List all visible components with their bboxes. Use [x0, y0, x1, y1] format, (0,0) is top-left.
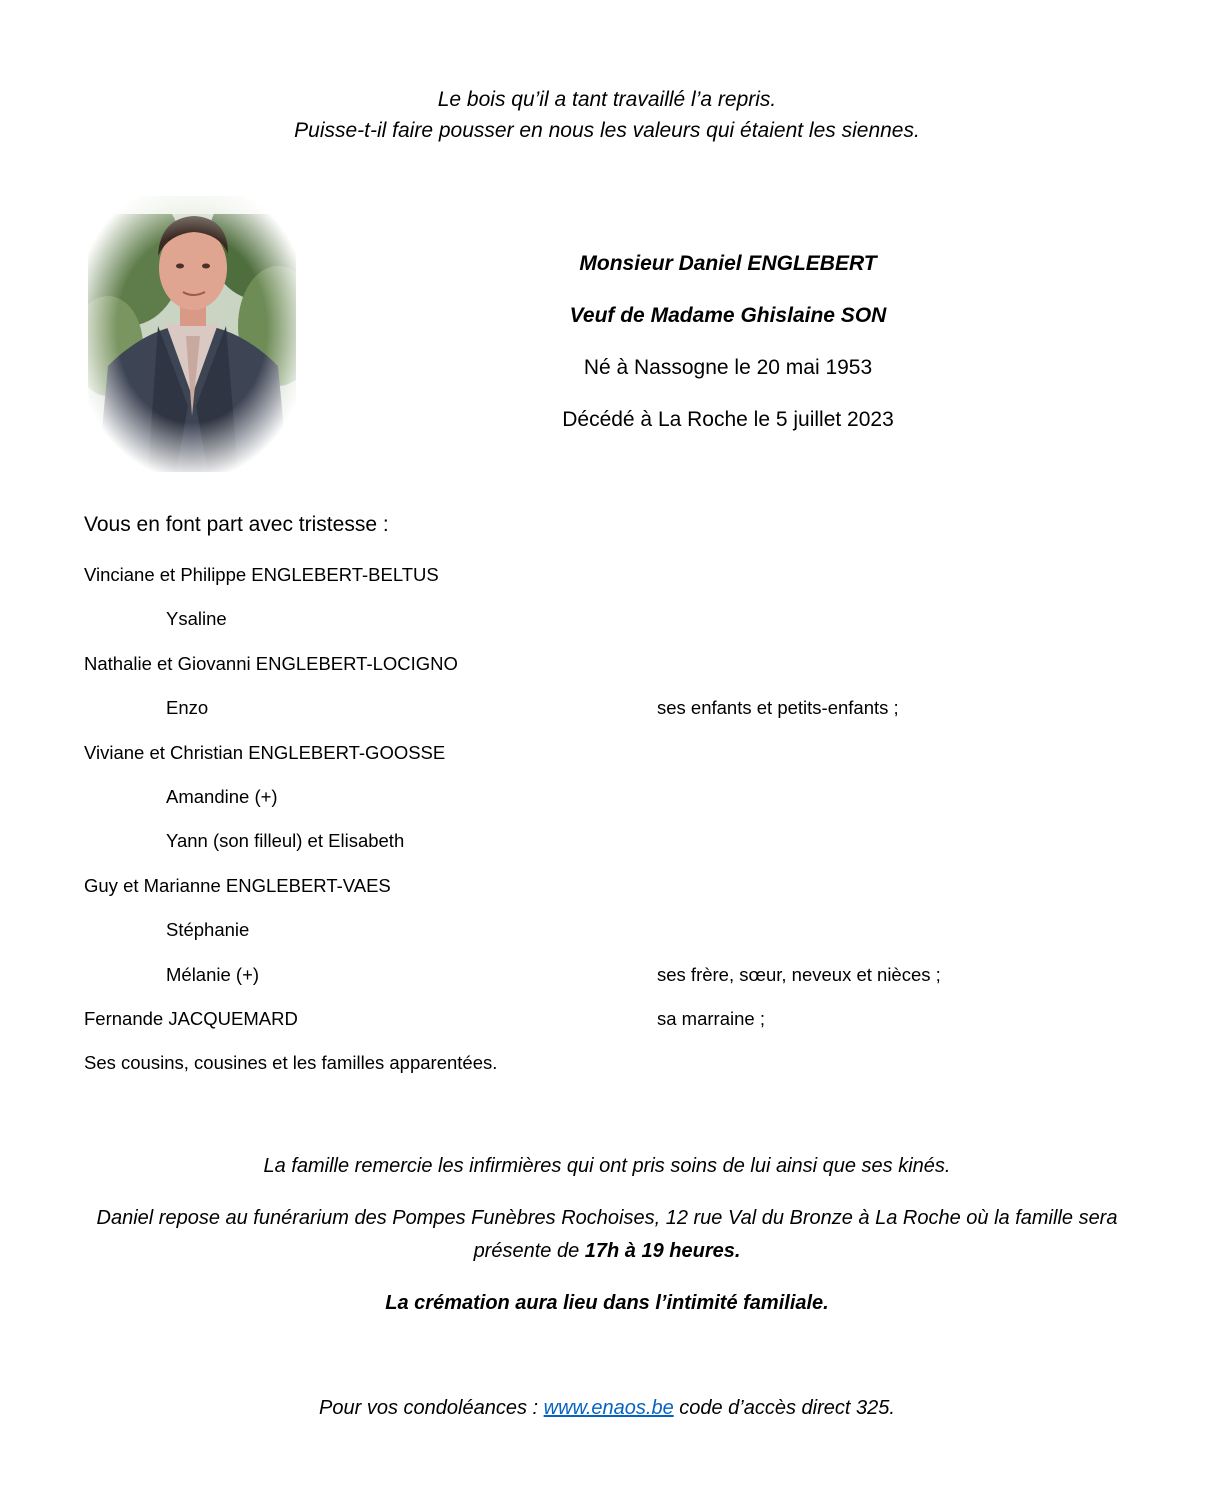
- family-relation: ses frère, sœur, neveux et nièces ;: [657, 963, 941, 985]
- portrait-image: [88, 196, 296, 472]
- birth-line: Né à Nassogne le 20 mai 1953: [583, 356, 873, 379]
- family-member-name: Enzo: [166, 697, 209, 719]
- family-member-name: Viviane et Christian ENGLEBERT-GOOSSE: [84, 741, 446, 763]
- rest-line: [60, 1202, 1154, 1268]
- epigraph-line-2: Puisse-t-il faire pousser en nous les valeurs qui étaient les siennes.: [294, 119, 920, 142]
- announcement-intro: Vous en font part avec tristesse :: [84, 513, 389, 536]
- deceased-identity: [500, 247, 956, 455]
- family-member-name: Ses cousins, cousines et les familles apparentées.: [84, 1052, 498, 1074]
- family-row: [84, 915, 1144, 959]
- family-row: [84, 826, 1144, 870]
- family-member-name: Nathalie et Giovanni ENGLEBERT-LOCIGNO: [84, 652, 458, 674]
- family-member-name: Vinciane et Philippe ENGLEBERT-BELTUS: [84, 564, 439, 585]
- condolences-line: [0, 1392, 1214, 1424]
- thanks-line: La famille remercie les infirmières qui ont pris soins de lui ainsi que ses kinés.: [263, 1155, 951, 1177]
- death-line: Décédé à La Roche le 5 juillet 2023: [562, 408, 894, 431]
- family-row: [84, 960, 1144, 1004]
- family-member-name: Fernande JACQUEMARD: [84, 1007, 298, 1029]
- widower-line: Veuf de Madame Ghislaine SON: [569, 304, 887, 327]
- family-member-name: Mélanie (+): [166, 963, 260, 985]
- family-row: [84, 871, 1144, 915]
- condolences-suffix: code d’accès direct 325.: [673, 1397, 895, 1419]
- family-row: [84, 1048, 1144, 1092]
- family-row: [84, 1004, 1144, 1048]
- family-member-name: Yann (son filleul) et Elisabeth: [166, 830, 405, 852]
- rest-text: Daniel repose au funérarium des Pompes Funèbres Rochoises, 12 rue Val du Bronze à La Roche où la famille sera présente de: [96, 1207, 1118, 1262]
- condolences-prefix: Pour vos condoléances :: [319, 1397, 544, 1419]
- family-row: [84, 693, 1144, 737]
- family-member-name: Amandine (+): [166, 785, 278, 807]
- family-member-name: Guy et Marianne ENGLEBERT-VAES: [84, 874, 391, 896]
- family-relation: sa marraine ;: [657, 1007, 765, 1029]
- condolences-link[interactable]: www.enaos.be: [543, 1397, 674, 1419]
- epigraph: [0, 84, 1214, 146]
- deceased-name: Monsieur Daniel ENGLEBERT: [579, 252, 877, 275]
- portrait-photo: [88, 196, 296, 472]
- family-row: [84, 560, 1144, 604]
- closing-notes: [60, 1150, 1154, 1339]
- epigraph-line-1: Le bois qu’il a tant travaillé l’a repris.: [437, 88, 777, 111]
- family-row: [84, 649, 1144, 693]
- family-member-name: Ysaline: [166, 608, 227, 630]
- family-row: [84, 782, 1144, 826]
- family-row: [84, 604, 1144, 648]
- cremation-line: La crémation aura lieu dans l’intimité familiale.: [385, 1292, 829, 1314]
- visiting-hours: 17h à 19 heures.: [584, 1240, 741, 1262]
- family-list: [84, 560, 1144, 1093]
- family-relation: ses enfants et petits-enfants ;: [657, 697, 899, 719]
- family-row: [84, 738, 1144, 782]
- family-member-name: Stéphanie: [166, 919, 250, 941]
